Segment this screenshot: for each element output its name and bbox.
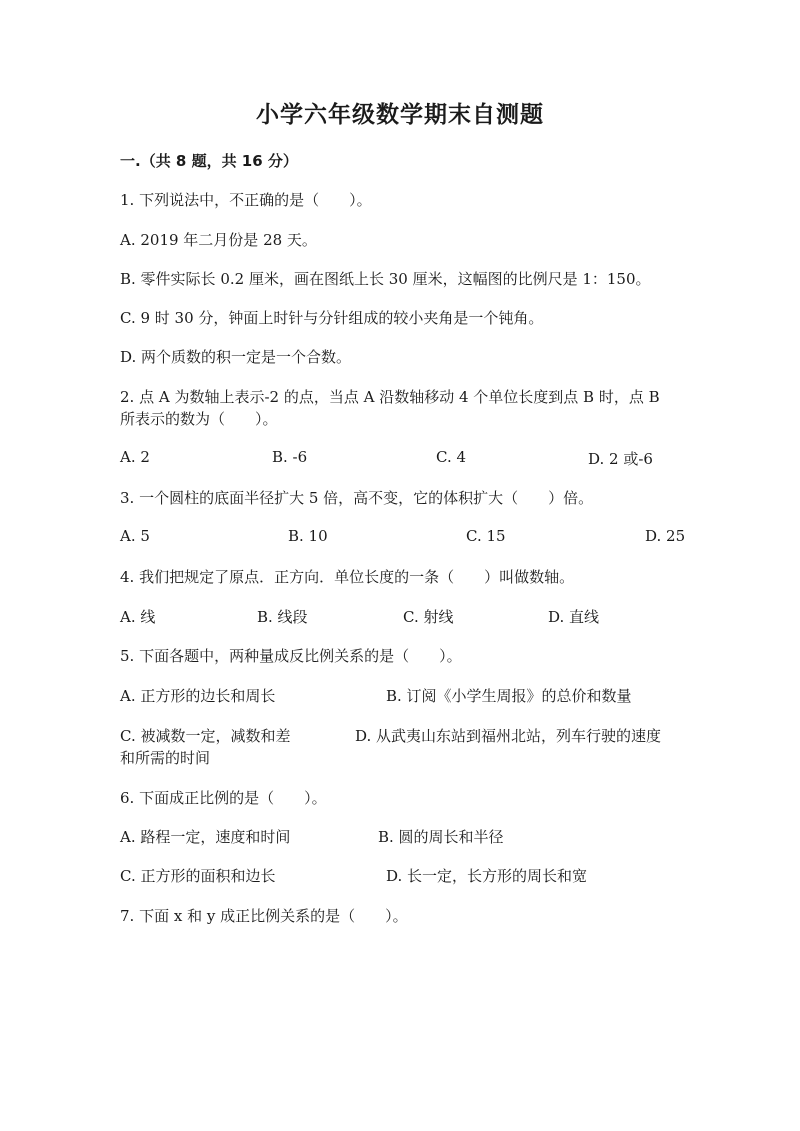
question-6-option-c[interactable]: C. 正方形的面积和边长: [120, 867, 276, 885]
question-6-option-b[interactable]: B. 圆的周长和半径: [378, 828, 504, 846]
question-1-option-a[interactable]: A. 2019 年二月份是 28 天。: [120, 231, 317, 249]
question-2-option-c[interactable]: C. 4: [436, 448, 467, 466]
question-5-option-c[interactable]: C. 被减数一定，减数和差: [120, 727, 291, 745]
question-2-stem-line2: 所表示的数为（ ）。: [120, 410, 278, 428]
question-5-option-b[interactable]: B. 订阅《小学生周报》的总价和数量: [386, 687, 632, 705]
section-heading: 一.（共 8 题，共 16 分）: [120, 152, 298, 170]
question-3-option-d[interactable]: D. 25: [645, 527, 686, 545]
question-2-option-a[interactable]: A. 2: [120, 448, 150, 466]
question-2-option-d[interactable]: D. 2 或-6: [588, 450, 653, 468]
question-2-stem-line1: 2. 点 A 为数轴上表示-2 的点，当点 A 沿数轴移动 4 个单位长度到点 B 时，点 B: [120, 388, 660, 406]
question-5-option-d-line1[interactable]: D. 从武夷山东站到福州北站，列车行驶的速度: [355, 727, 662, 745]
question-5-option-a[interactable]: A. 正方形的边长和周长: [120, 687, 276, 705]
question-3-option-a[interactable]: A. 5: [120, 527, 150, 545]
question-4-option-a[interactable]: A. 线: [120, 608, 156, 626]
question-3-stem: 3. 一个圆柱的底面半径扩大 5 倍，高不变，它的体积扩大（ ）倍。: [120, 489, 594, 507]
question-1-option-d[interactable]: D. 两个质数的积一定是一个合数。: [120, 348, 352, 366]
question-1-option-b[interactable]: B. 零件实际长 0.2 厘米，画在图纸上长 30 厘米，这幅图的比例尺是 1：150。: [120, 270, 651, 288]
page-title: 小学六年级数学期末自测题: [256, 102, 544, 128]
question-4-option-c[interactable]: C. 射线: [403, 608, 454, 626]
question-4-option-d[interactable]: D. 直线: [548, 608, 600, 626]
question-1-stem: 1. 下列说法中，不正确的是（ ）。: [120, 191, 372, 209]
question-4-stem: 4. 我们把规定了原点．正方向．单位长度的一条（ ）叫做数轴。: [120, 568, 575, 586]
question-3-option-c[interactable]: C. 15: [466, 527, 506, 545]
question-6-option-a[interactable]: A. 路程一定，速度和时间: [120, 828, 291, 846]
question-4-option-b[interactable]: B. 线段: [257, 608, 308, 626]
question-6-stem: 6. 下面成正比例的是（ ）。: [120, 789, 327, 807]
question-7-stem: 7. 下面 x 和 y 成正比例关系的是（ ）。: [120, 907, 408, 925]
question-1-option-c[interactable]: C. 9 时 30 分，钟面上时针与分针组成的较小夹角是一个钝角。: [120, 309, 544, 327]
question-6-option-d[interactable]: D. 长一定，长方形的周长和宽: [386, 867, 588, 885]
question-5-stem: 5. 下面各题中，两种量成反比例关系的是（ ）。: [120, 647, 462, 665]
question-2-option-b[interactable]: B. -6: [272, 448, 308, 466]
question-5-option-d-line2[interactable]: 和所需的时间: [120, 749, 211, 767]
question-3-option-b[interactable]: B. 10: [288, 527, 328, 545]
